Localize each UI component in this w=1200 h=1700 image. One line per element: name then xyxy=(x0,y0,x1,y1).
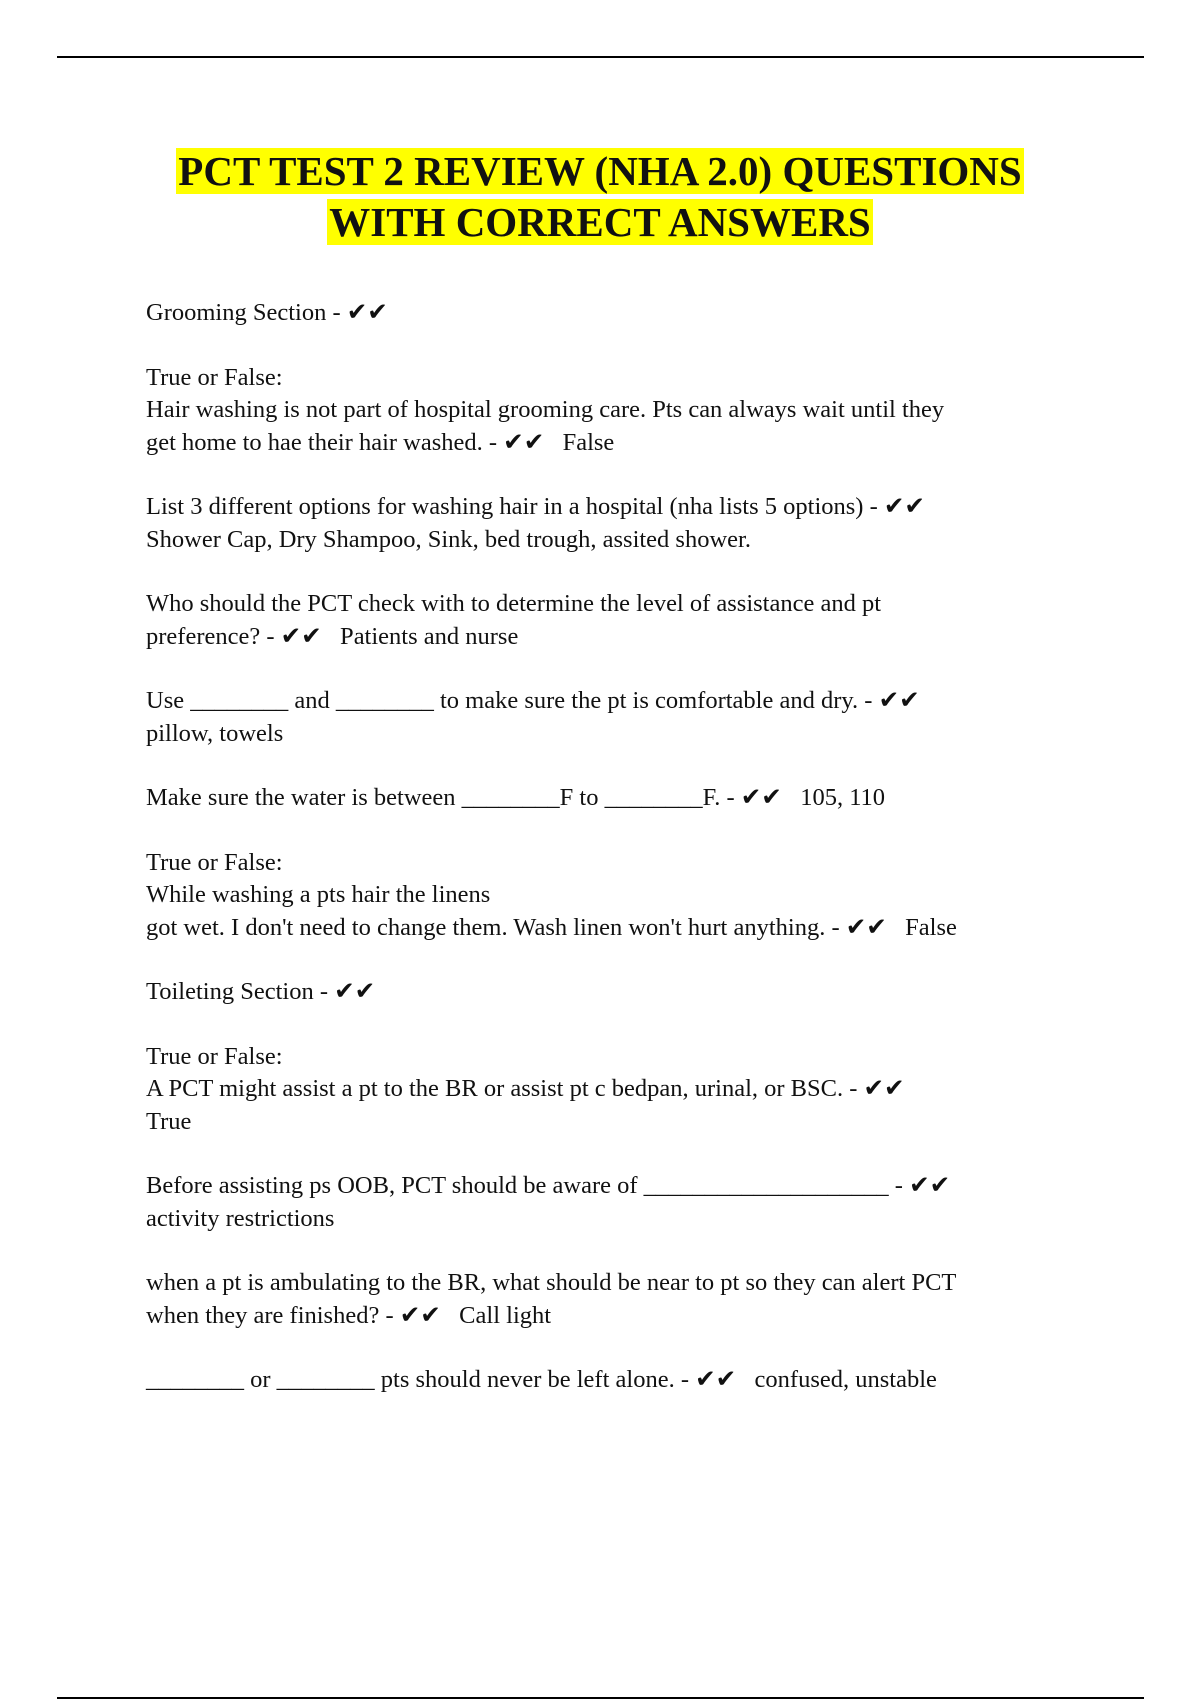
entry-line: Shower Cap, Dry Shampoo, Sink, bed trough, assited shower. xyxy=(146,525,751,553)
entry-line: True or False: xyxy=(146,363,283,391)
qa-item xyxy=(146,491,1106,556)
entry-line: activity restrictions xyxy=(146,1204,335,1232)
qa-item xyxy=(146,588,1106,653)
qa-item xyxy=(146,847,1106,945)
qa-item xyxy=(146,685,1106,750)
entry-line: True or False: xyxy=(146,1042,283,1070)
document-title xyxy=(0,146,1200,248)
bottom-rule xyxy=(57,1697,1144,1699)
entry-line: List 3 different options for washing hair in a hospital (nha lists 5 options) - ✔✔ xyxy=(146,493,925,520)
section-heading-toileting xyxy=(146,976,1106,1009)
title-line-1: PCT TEST 2 REVIEW (NHA 2.0) QUESTIONS xyxy=(178,148,1022,194)
entry-line: True xyxy=(146,1107,192,1135)
entry-line: Hair washing is not part of hospital grooming care. Pts can always wait until they xyxy=(146,396,945,423)
top-rule xyxy=(57,56,1144,58)
section-heading-grooming xyxy=(146,297,1106,330)
entry-line: Grooming Section - ✔✔ xyxy=(146,299,388,326)
qa-item xyxy=(146,1364,1106,1397)
qa-item xyxy=(146,1170,1106,1235)
document-body xyxy=(146,297,1106,1429)
entry-line: when a pt is ambulating to the BR, what should be near to pt so they can alert PCT xyxy=(146,1269,957,1296)
entry-line: Before assisting ps OOB, PCT should be aware of ____________________ - ✔✔ xyxy=(146,1172,951,1199)
qa-item xyxy=(146,362,1106,460)
entry-line: get home to hae their hair washed. - ✔✔ False xyxy=(146,428,615,456)
title-line-2: WITH CORRECT ANSWERS xyxy=(329,199,871,245)
entry-line: Use ________ and ________ to make sure the pt is comfortable and dry. - ✔✔ xyxy=(146,687,920,714)
entry-line: got wet. I don't need to change them. Wash linen won't hurt anything. - ✔✔ False xyxy=(146,913,957,941)
entry-line: A PCT might assist a pt to the BR or assist pt c bedpan, urinal, or BSC. - ✔✔ xyxy=(146,1075,905,1102)
entry-line: when they are finished? - ✔✔ Call light xyxy=(146,1301,552,1329)
entry-line: Toileting Section - ✔✔ xyxy=(146,978,376,1005)
entry-line: ________ or ________ pts should never be left alone. - ✔✔ confused, unstable xyxy=(146,1366,937,1393)
entry-line: True or False: xyxy=(146,848,283,876)
entry-line: preference? - ✔✔ Patients and nurse xyxy=(146,622,519,650)
qa-item xyxy=(146,1041,1106,1139)
qa-item xyxy=(146,1267,1106,1332)
entry-line: Make sure the water is between ________F to ________F. - ✔✔ 105, 110 xyxy=(146,784,886,811)
entry-line: pillow, towels xyxy=(146,719,284,747)
qa-item xyxy=(146,782,1106,815)
entry-line: Who should the PCT check with to determine the level of assistance and pt xyxy=(146,590,882,617)
entry-line: While washing a pts hair the linens xyxy=(146,881,491,908)
